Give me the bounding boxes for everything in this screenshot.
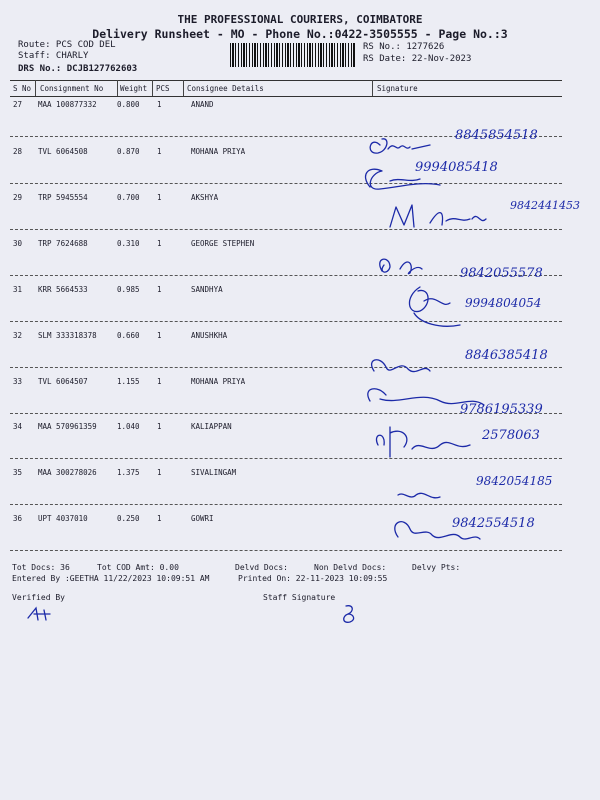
rs-date: RS Date: 22-Nov-2023 <box>363 54 472 64</box>
staff-signature <box>338 602 362 626</box>
row-weight: 1.040 <box>117 422 140 431</box>
row-consignee: GOWRI <box>191 514 214 523</box>
runsheet-title: Delivery Runsheet - MO - Phone No.:0422-3505555 - Page No.:3 <box>92 27 508 41</box>
row-pcs: 1 <box>157 377 162 386</box>
row-consignment-no: KRR 5664533 <box>38 285 88 294</box>
handwritten-phone: 8845854518 <box>455 128 538 143</box>
col-weight: Weight <box>120 84 148 93</box>
row-consignment-no: SLM 333318378 <box>38 331 97 340</box>
row-consignee: ANUSHKHA <box>191 331 228 340</box>
col-signature: Signature <box>377 84 418 93</box>
header-bottom-border <box>10 96 562 97</box>
row-pcs: 1 <box>157 422 162 431</box>
table-top-border <box>10 80 562 81</box>
row-sno: 28 <box>13 147 23 156</box>
row-consignment-no: TRP 5945554 <box>38 193 88 202</box>
row-sno: 30 <box>13 239 23 248</box>
row-consignee: KALIAPPAN <box>191 422 232 431</box>
row-consignment-no: TVL 6064508 <box>38 147 88 156</box>
row-sno: 27 <box>13 100 23 109</box>
handwritten-phone: 9994085418 <box>415 160 498 175</box>
col-sno: S No <box>13 84 32 93</box>
delivered-docs: Delvd Docs: <box>235 563 288 572</box>
row-weight: 0.310 <box>117 239 140 248</box>
row-pcs: 1 <box>157 147 162 156</box>
row-consignment-no: MAA 100877332 <box>38 100 97 109</box>
row-pcs: 1 <box>157 100 162 109</box>
row-sno: 29 <box>13 193 23 202</box>
verified-by-label: Verified By <box>12 593 65 602</box>
staff-signature-label: Staff Signature <box>263 593 336 602</box>
row-weight: 0.660 <box>117 331 140 340</box>
row-weight: 0.700 <box>117 193 140 202</box>
row-weight: 1.155 <box>117 377 140 386</box>
printed-on: Printed On: 22-11-2023 10:09:55 <box>238 574 388 583</box>
route-label: Route: PCS COD DEL <box>18 40 116 50</box>
handwritten-phone: 9994804054 <box>465 296 542 310</box>
tot-cod-amount: Tot COD Amt: 0.00 <box>97 563 179 572</box>
delivery-points: Delvy Pts: <box>412 563 461 572</box>
drs-number: DRS No.: DCJB127762603 <box>18 64 138 74</box>
handwritten-phone: 9842554518 <box>452 516 535 531</box>
row-weight: 0.800 <box>117 100 140 109</box>
row-sno: 36 <box>13 514 23 523</box>
row-sno: 34 <box>13 422 23 431</box>
non-delivered-docs: Non Delvd Docs: <box>314 563 387 572</box>
staff-label: Staff: CHARLY <box>18 51 89 61</box>
row-pcs: 1 <box>157 193 162 202</box>
row-pcs: 1 <box>157 285 162 294</box>
row-consignee: MOHANA PRIYA <box>191 147 246 156</box>
row-weight: 0.250 <box>117 514 140 523</box>
handwritten-phone: 9842055578 <box>460 266 543 281</box>
row-weight: 1.375 <box>117 468 140 477</box>
verifier-signature <box>26 604 56 624</box>
handwritten-phone: 9842054185 <box>476 474 553 488</box>
row-sno: 35 <box>13 468 23 477</box>
handwritten-phone: 9786195339 <box>460 402 543 417</box>
row-pcs: 1 <box>157 331 162 340</box>
barcode <box>230 43 356 67</box>
row-sno: 31 <box>13 285 23 294</box>
tot-docs: Tot Docs: 36 <box>12 563 70 572</box>
row-consignee: SANDHYA <box>191 285 223 294</box>
row-consignment-no: TVL 6064507 <box>38 377 88 386</box>
row-pcs: 1 <box>157 239 162 248</box>
row-pcs: 1 <box>157 514 162 523</box>
col-pcs: PCS <box>156 84 170 93</box>
col-consignment: Consignment No <box>40 84 104 93</box>
row-consignment-no: MAA 300278026 <box>38 468 97 477</box>
row-consignment-no: UPT 4037010 <box>38 514 88 523</box>
row-pcs: 1 <box>157 468 162 477</box>
row-consignee: AKSHYA <box>191 193 219 202</box>
col-consignee: Consignee Details <box>187 84 264 93</box>
entered-by: Entered By :GEETHA 11/22/2023 10:09:51 AM <box>12 574 210 583</box>
handwritten-phone: 8846385418 <box>465 348 548 363</box>
row-consignee: MOHANA PRIYA <box>191 377 246 386</box>
row-consignee: GEORGE STEPHEN <box>191 239 255 248</box>
handwritten-phone: 9842441453 <box>510 199 580 212</box>
rs-number: RS No.: 1277626 <box>363 42 445 52</box>
handwritten-phone: 2578063 <box>482 428 540 443</box>
row-sno: 33 <box>13 377 23 386</box>
row-consignee: SIVALINGAM <box>191 468 237 477</box>
row-consignee: ANAND <box>191 100 214 109</box>
handwritten-signatures <box>360 115 600 565</box>
row-weight: 0.985 <box>117 285 140 294</box>
row-sno: 32 <box>13 331 23 340</box>
row-consignment-no: TRP 7624688 <box>38 239 88 248</box>
row-weight: 0.870 <box>117 147 140 156</box>
company-title: THE PROFESSIONAL COURIERS, COIMBATORE <box>177 13 423 26</box>
row-consignment-no: MAA 570961359 <box>38 422 97 431</box>
